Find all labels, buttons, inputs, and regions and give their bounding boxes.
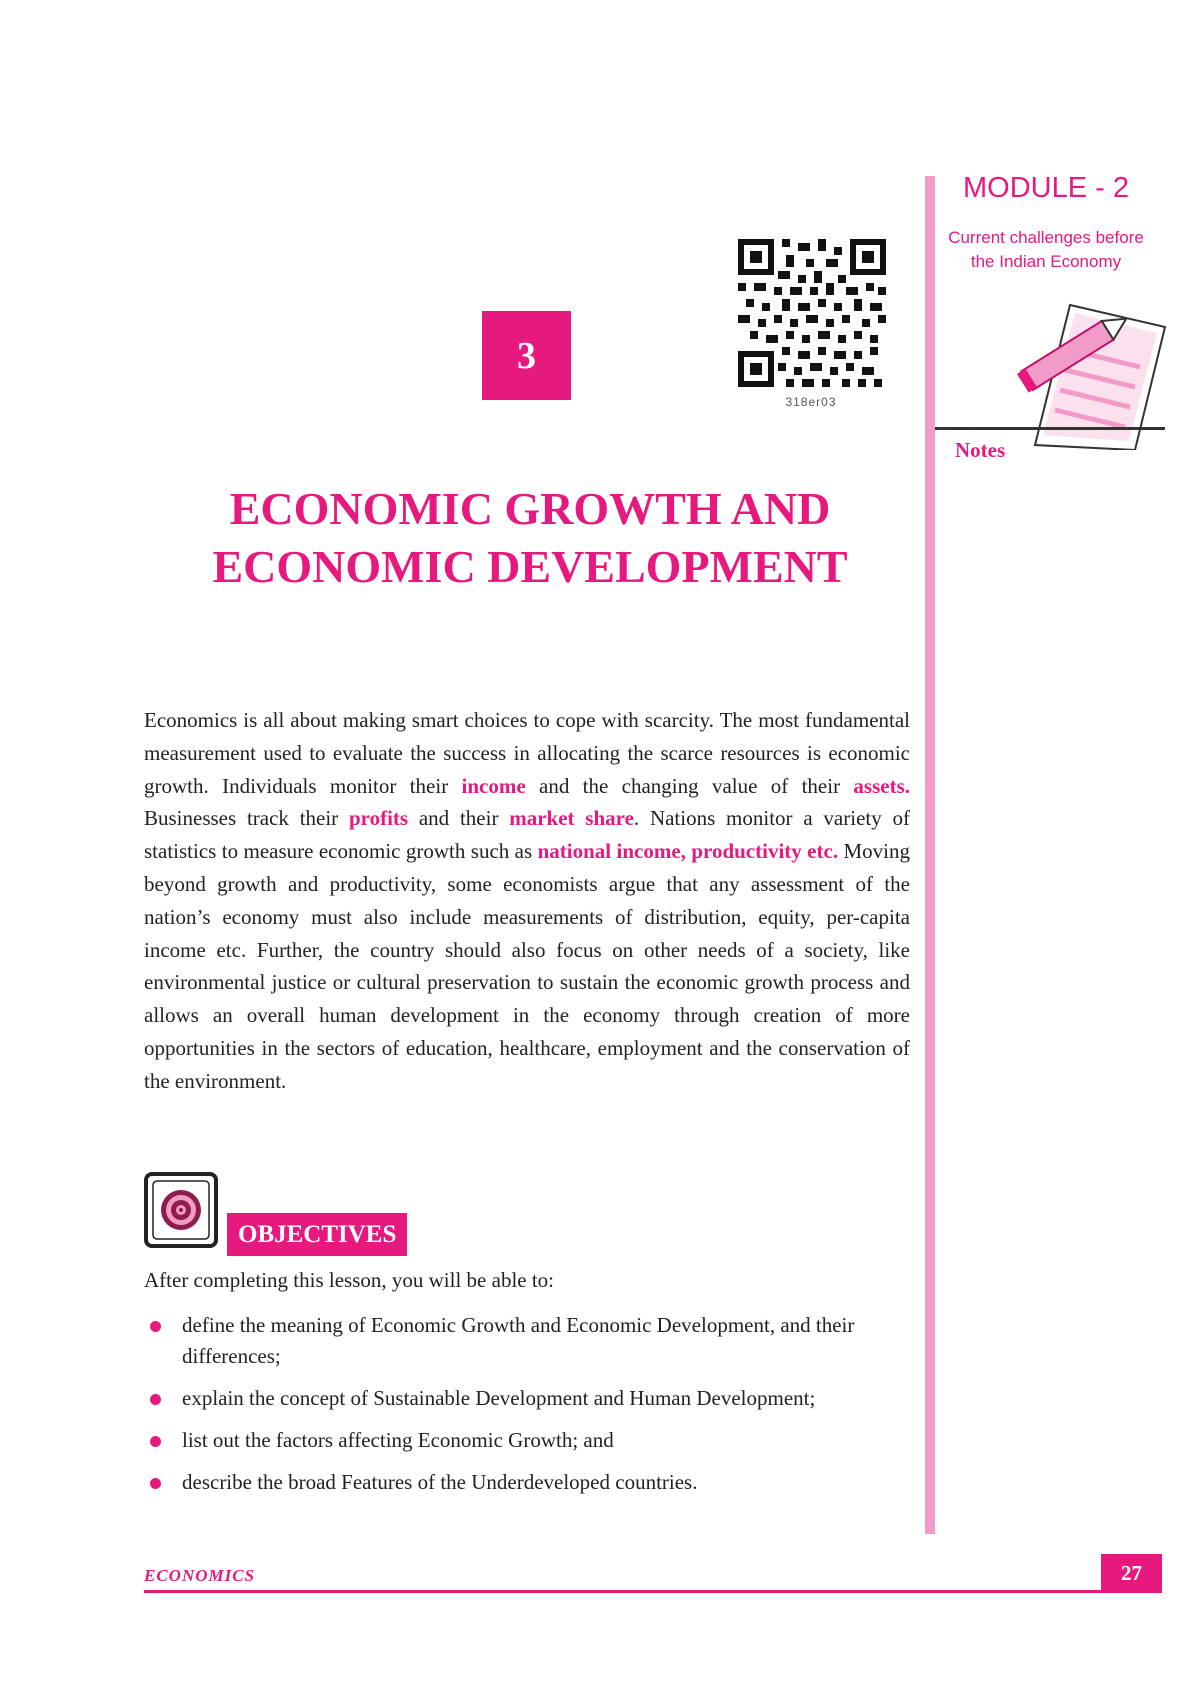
qr-code-label: 318er03 [785, 395, 837, 409]
footer-rule [144, 1590, 1160, 1593]
module-subtitle-line2: the Indian Economy [970, 252, 1122, 271]
objectives-heading: OBJECTIVES [227, 1213, 407, 1256]
list-item [144, 1383, 910, 1414]
highlight-market-share: market share [509, 806, 634, 831]
qr-code-icon[interactable] [738, 238, 886, 388]
objective-text: describe the broad Features of the Underdeveloped countries. [182, 1470, 698, 1494]
intro-text-4: and their [408, 806, 510, 831]
bullet-icon [150, 1436, 161, 1447]
objective-text: define the meaning of Economic Growth and Economic Development, and their differences; [182, 1313, 855, 1368]
notes-rule [935, 427, 1165, 430]
chapter-title [150, 480, 910, 596]
objectives-lead: After completing this lesson, you will be able to: [144, 1268, 555, 1292]
objectives-list [144, 1310, 910, 1509]
module-subtitle [935, 226, 1157, 274]
intro-text-6: Moving beyond growth and productivity, some economists argue that any assessment of the nation’s economy must also include measurements of distribution, equity, per-capita income etc. Further, the country should also focus on other needs of a society, like environmental justice or cultural preservation to sustain the economic growth process and allows an overall human development in the economy through creation of more opportunities in the sectors of education, healthcare, employment and the conservation of the environment. [144, 839, 910, 1093]
list-item [144, 1425, 910, 1456]
module-subtitle-line1: Current challenges before [948, 228, 1144, 247]
footer-subject: ECONOMICS [144, 1566, 256, 1585]
highlight-assets: assets. [853, 773, 910, 798]
page-number: 27 [1101, 1554, 1162, 1593]
intro-text-3: Businesses track their [144, 806, 349, 831]
bullet-icon [150, 1321, 161, 1332]
highlight-income: income [461, 773, 526, 798]
objective-text: list out the factors affecting Economic Growth; and [182, 1428, 614, 1452]
objective-text: explain the concept of Sustainable Development and Human Development; [182, 1386, 816, 1410]
module-label: MODULE - 2 [963, 172, 1129, 204]
intro-paragraph [144, 704, 910, 1098]
list-item [144, 1467, 910, 1498]
intro-text-1: Economics is all about making smart choices to cope with scarcity. The most fundamental measurement used to evaluate the success in allocating the scarce resources is economic growth. Individuals monitor their [144, 708, 910, 798]
highlight-profits: profits [348, 806, 409, 831]
chapter-title-line1: ECONOMIC GROWTH AND [229, 483, 831, 534]
objectives-target-icon [144, 1172, 218, 1248]
sidebar-rule [925, 176, 935, 1534]
list-item [144, 1310, 910, 1372]
chapter-number: 3 [482, 311, 571, 400]
chapter-title-line2: ECONOMIC DEVELOPMENT [212, 541, 848, 592]
highlight-national-income: national income, productivity etc. [537, 839, 839, 864]
bullet-icon [150, 1478, 161, 1489]
bullet-icon [150, 1394, 161, 1405]
intro-text-2: and the changing value of their [525, 773, 854, 798]
notes-label: Notes [955, 438, 1006, 462]
intro-text-5: . Nations monitor a variety of statistics to measure economic growth such as [144, 806, 910, 864]
